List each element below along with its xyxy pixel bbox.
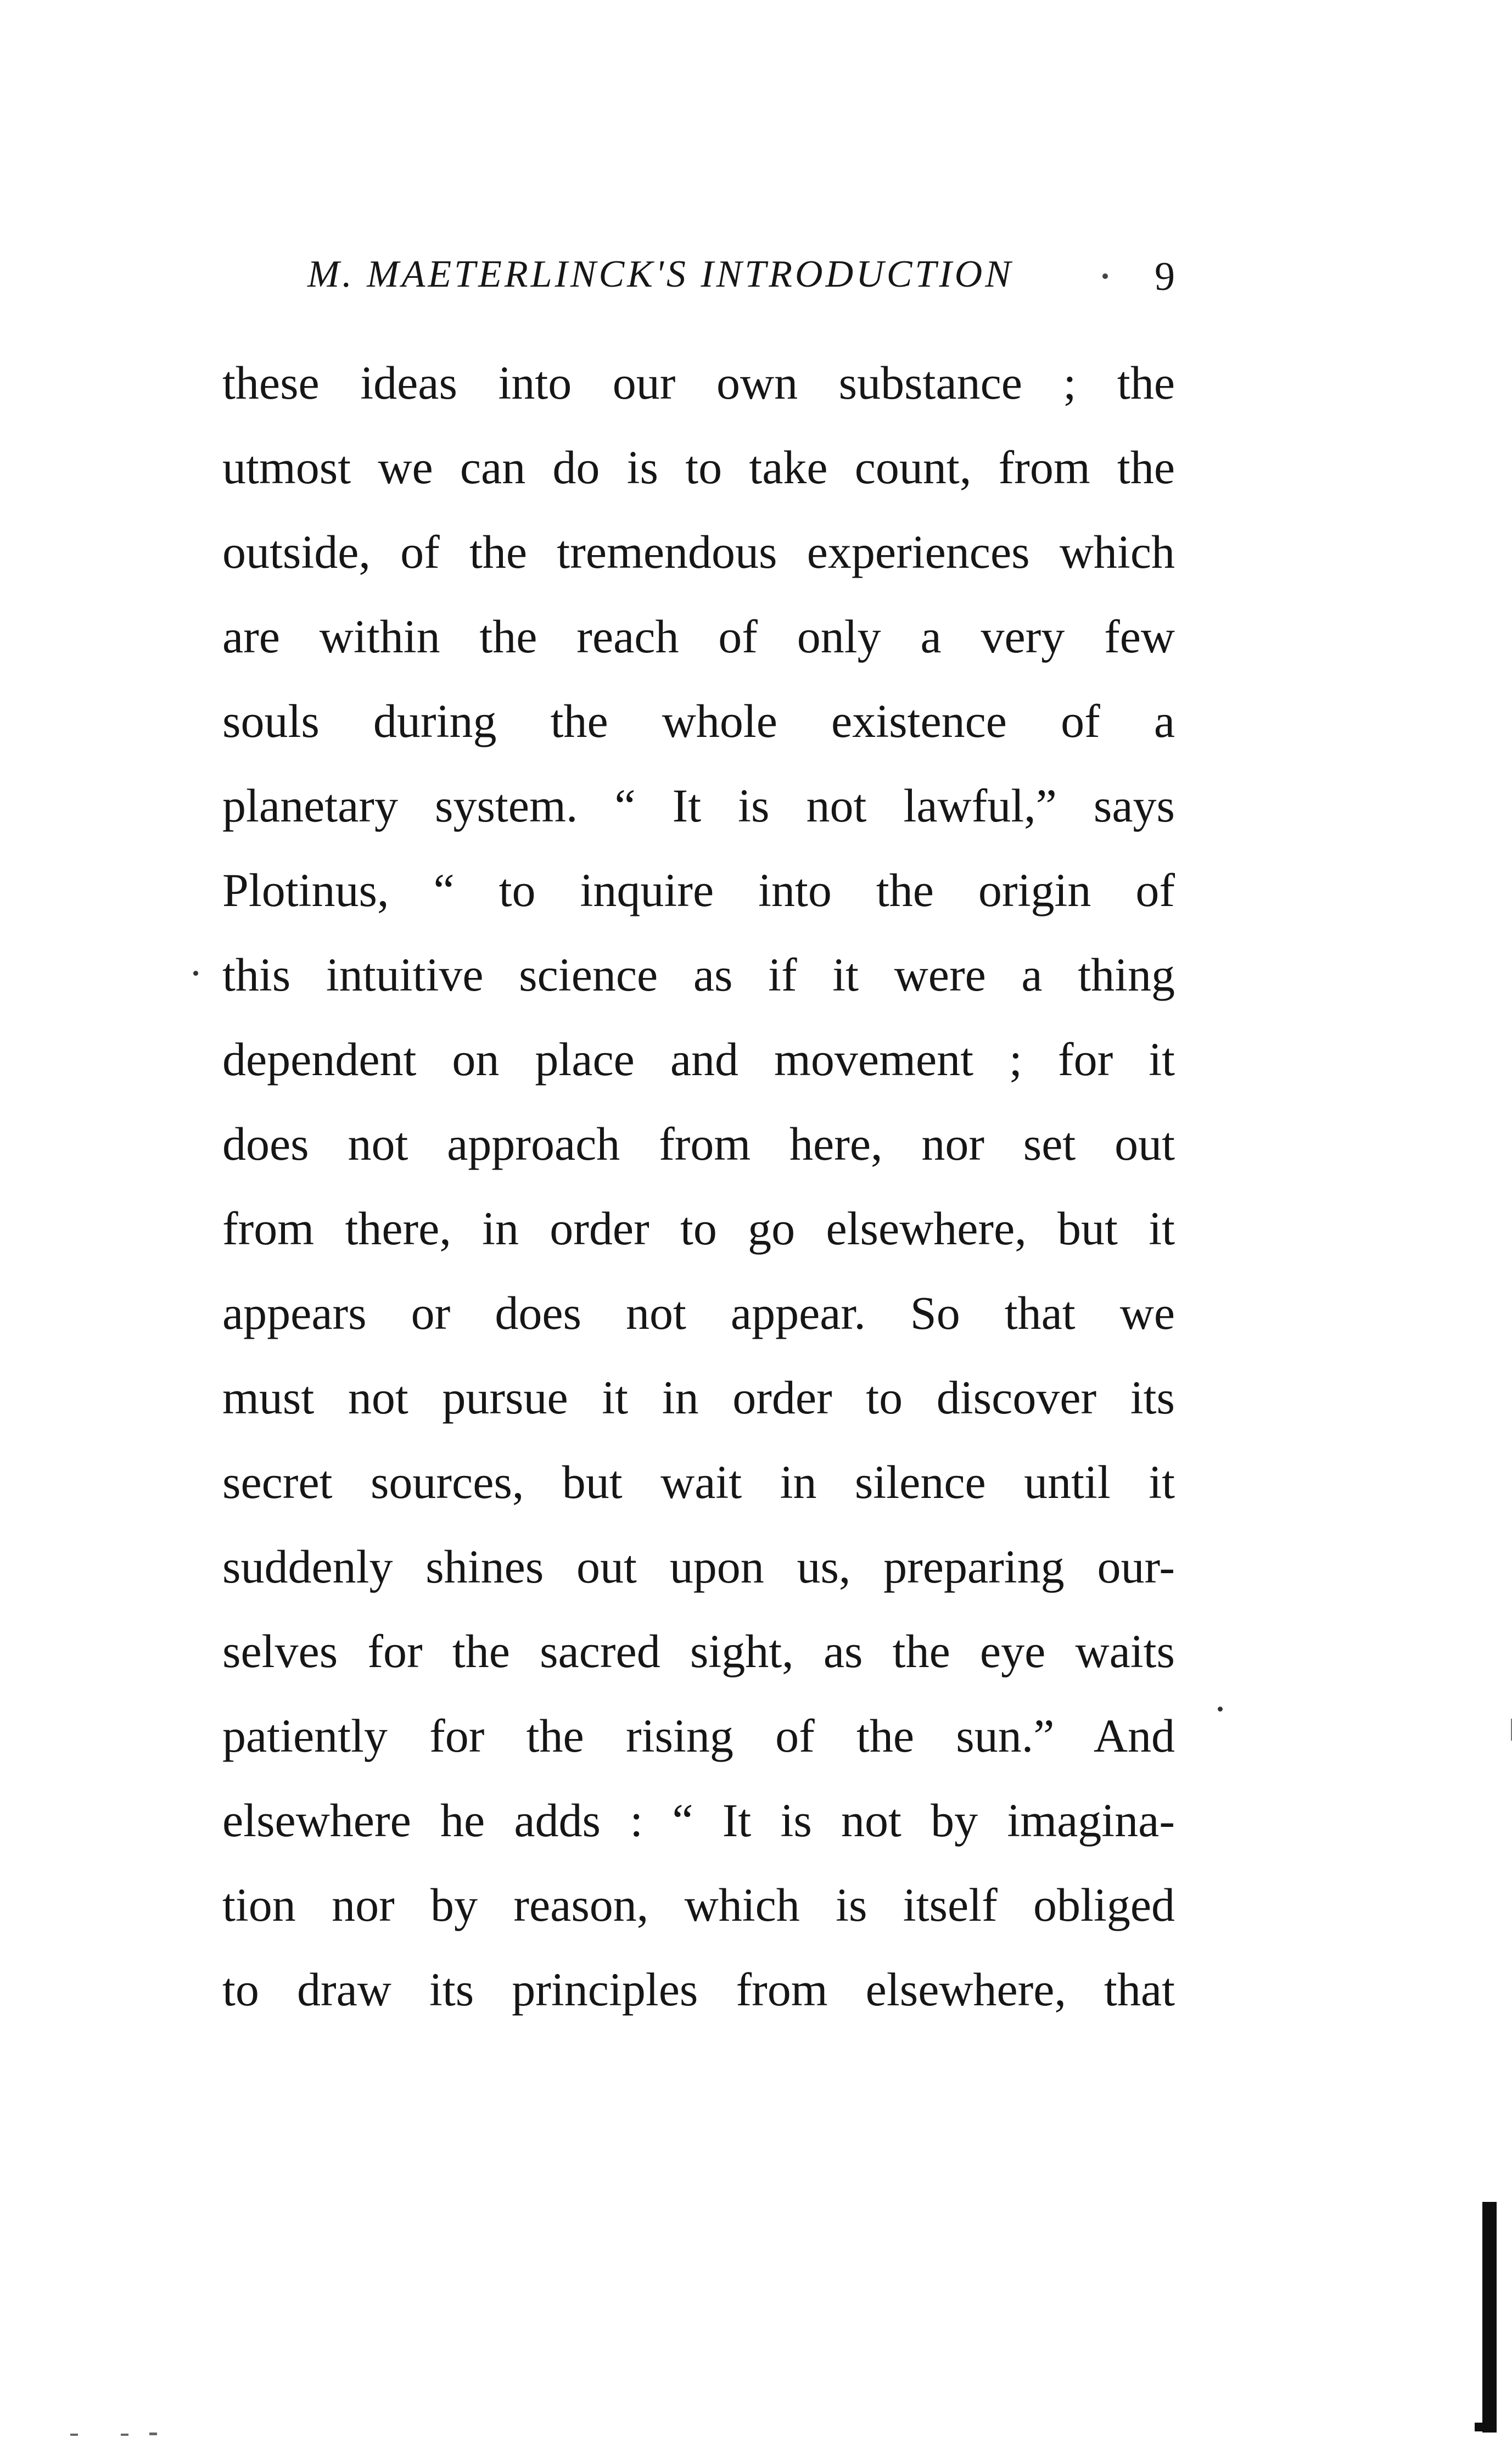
running-head [307,242,1175,307]
text-line: to draw its principles from elsewhere, that [222,1963,1175,2016]
scan-speck [193,971,198,976]
scan-edge-cap [1475,2423,1497,2431]
running-head-dot [1102,273,1108,279]
body-text [222,340,1175,2032]
scan-speck [149,2433,157,2435]
text-line: suddenly shines out upon us, preparing our- [222,1540,1175,1593]
scan-speck [121,2434,128,2436]
text-line: planetary system. “ It is not lawful,” says [222,779,1175,832]
scan-edge-bar [1482,2202,1497,2433]
text-line: dependent on place and movement ; for it [222,1033,1175,1086]
page-number: 9 [1155,254,1175,299]
text-line: this intuitive science as if it were a thing [222,948,1175,1001]
text-line: Plotinus, “ to inquire into the origin of [222,864,1175,916]
text-line: patiently for the rising of the sun.” And [222,1709,1175,1762]
text-line: souls during the whole existence of a [222,695,1175,747]
scan-speck [1218,1707,1223,1712]
text-line: appears or does not appear. So that we [222,1287,1175,1339]
text-line: must not pursue it in order to discover its [222,1371,1175,1424]
text-line: does not approach from here, nor set out [222,1117,1175,1170]
text-line: elsewhere he adds : “ It is not by imagina- [222,1794,1175,1847]
text-line: from there, in order to go elsewhere, but it [222,1202,1175,1255]
text-line: outside, of the tremendous experiences which [222,525,1175,578]
text-line: selves for the sacred sight, as the eye waits [222,1625,1175,1677]
scan-speck [70,2434,78,2436]
running-head-title: M. MAETERLINCK'S INTRODUCTION [307,253,1013,295]
text-line: tion nor by reason, which is itself obliged [222,1878,1175,1931]
text-line: are within the reach of only a very few [222,610,1175,663]
text-line: secret sources, but wait in silence until it [222,1456,1175,1508]
text-line: utmost we can do is to take count, from the [222,441,1175,494]
text-line: these ideas into our own substance ; the [222,356,1175,409]
